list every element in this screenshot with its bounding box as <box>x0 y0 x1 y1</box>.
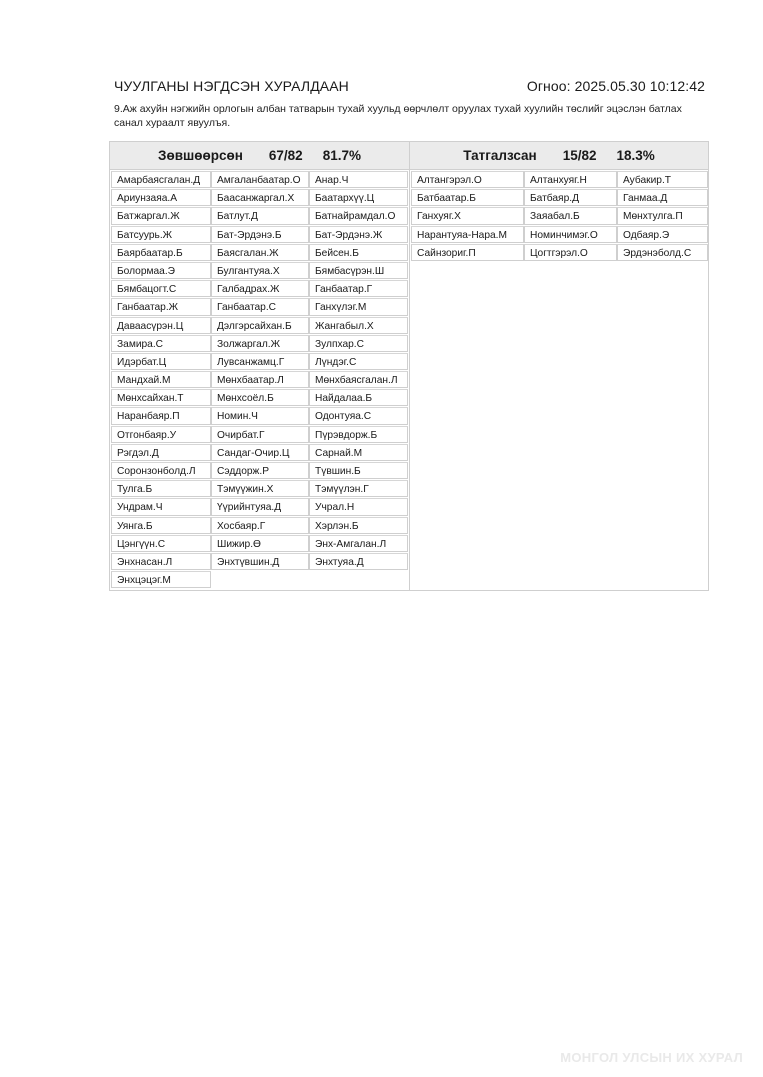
member-name: Шижир.Ө <box>211 535 309 552</box>
member-name: Мөнхсоёл.Б <box>211 389 309 406</box>
member-name: Пүрэвдорж.Б <box>309 426 408 443</box>
yes-label: Зөвшөөрсөн <box>158 148 243 163</box>
member-name: Мөнхбаясгалан.Л <box>309 371 408 388</box>
member-name: Батсуурь.Ж <box>111 226 211 243</box>
member-name: Мөнхсайхан.Т <box>111 389 211 406</box>
yes-column <box>110 142 410 590</box>
member-name: Золжаргал.Ж <box>211 335 309 352</box>
member-name: Баярбаатар.Б <box>111 244 211 261</box>
member-name: Бат-Эрдэнэ.Б <box>211 226 309 243</box>
member-name: Энхтүвшин.Д <box>211 553 309 570</box>
member-name: Соронзонболд.Л <box>111 462 211 479</box>
page-header <box>114 78 705 94</box>
member-name: Ганхүлэг.М <box>309 298 408 315</box>
date-value: 2025.05.30 10:12:42 <box>574 78 705 94</box>
member-name: Аубакир.Т <box>617 171 708 188</box>
member-name: Цогтгэрэл.О <box>524 244 617 261</box>
member-name: Алтангэрэл.О <box>411 171 524 188</box>
member-name: Зулпхар.С <box>309 335 408 352</box>
member-name: Ганмаа.Д <box>617 189 708 206</box>
member-name: Бямбацогт.С <box>111 280 211 297</box>
member-name: Энхцэцэг.М <box>111 571 211 588</box>
member-name: Номинчимэг.О <box>524 226 617 243</box>
member-name: Ариунзаяа.А <box>111 189 211 206</box>
member-name: Энх-Амгалан.Л <box>309 535 408 552</box>
member-name: Энхтуяа.Д <box>309 553 408 570</box>
member-name: Тэмүүлэн.Г <box>309 480 408 497</box>
session-date <box>527 78 705 94</box>
member-name: Батнайрамдал.О <box>309 207 408 224</box>
no-name-grid <box>411 171 708 262</box>
member-name: Дэлгэрсайхан.Б <box>211 317 309 334</box>
member-name: Заяабал.Б <box>524 207 617 224</box>
member-name: Замира.С <box>111 335 211 352</box>
no-header <box>410 142 708 170</box>
member-name: Одонтуяа.С <box>309 407 408 424</box>
member-name: Тэмүүжин.Х <box>211 480 309 497</box>
member-name: Тулга.Б <box>111 480 211 497</box>
member-name: Хэрлэн.Б <box>309 517 408 534</box>
member-name: Ганхуяг.Х <box>411 207 524 224</box>
no-label: Татгалзсан <box>463 148 537 163</box>
member-name: Ганбаатар.С <box>211 298 309 315</box>
no-count: 15/82 <box>562 148 597 163</box>
member-name: Ундрам.Ч <box>111 498 211 515</box>
member-name: Отгонбаяр.У <box>111 426 211 443</box>
member-name: Энхнасан.Л <box>111 553 211 570</box>
member-name: Батлут.Д <box>211 207 309 224</box>
member-name: Бямбасүрэн.Ш <box>309 262 408 279</box>
member-name: Нарантуяа-Нара.М <box>411 226 524 243</box>
agenda-description: 9.Аж ахуйн нэгжийн орлогын албан татварын тухай хуульд өөрчлөлт оруулах тухай хуулийн төслийг эцэслэн батлах санал хураалт явуулъя. <box>114 103 682 129</box>
member-name: Бейсен.Б <box>309 244 408 261</box>
member-name: Лүндэг.С <box>309 353 408 370</box>
member-name: Мандхай.М <box>111 371 211 388</box>
member-name: Мөнхтулга.П <box>617 207 708 224</box>
member-name: Сэддорж.Р <box>211 462 309 479</box>
member-name: Батбаяр.Д <box>524 189 617 206</box>
member-name: Цэнгүүн.С <box>111 535 211 552</box>
member-name: Бат-Эрдэнэ.Ж <box>309 226 408 243</box>
member-name: Уянга.Б <box>111 517 211 534</box>
session-title: ЧУУЛГАНЫ НЭГДСЭН ХУРАЛДААН <box>114 78 349 94</box>
member-name: Батбаатар.Б <box>411 189 524 206</box>
member-name: Сарнай.М <box>309 444 408 461</box>
member-name: Ганбаатар.Ж <box>111 298 211 315</box>
member-name: Очирбат.Г <box>211 426 309 443</box>
member-name: Мөнхбаатар.Л <box>211 371 309 388</box>
member-name: Хосбаяр.Г <box>211 517 309 534</box>
member-name: Номин.Ч <box>211 407 309 424</box>
member-name: Баатархүү.Ц <box>309 189 408 206</box>
date-label: Огноо: <box>526 78 571 94</box>
member-name: Галбадрах.Ж <box>211 280 309 297</box>
member-name: Батжаргал.Ж <box>111 207 211 224</box>
yes-count: 67/82 <box>268 148 303 163</box>
member-name: Жангабыл.Х <box>309 317 408 334</box>
member-name: Даваасүрэн.Ц <box>111 317 211 334</box>
member-name: Булгантуяа.Х <box>211 262 309 279</box>
member-name: Сандаг-Очир.Ц <box>211 444 309 461</box>
no-percent: 18.3% <box>616 148 655 163</box>
member-name: Амарбаясгалан.Д <box>111 171 211 188</box>
member-name: Эрдэнэболд.С <box>617 244 708 261</box>
yes-percent: 81.7% <box>322 148 361 163</box>
member-name: Анар.Ч <box>309 171 408 188</box>
member-name: Лувсанжамц.Г <box>211 353 309 370</box>
vote-results <box>109 141 709 591</box>
member-name: Амгаланбаатар.О <box>211 171 309 188</box>
member-name: Ганбаатар.Г <box>309 280 408 297</box>
member-name: Идэрбат.Ц <box>111 353 211 370</box>
member-name: Наранбаяр.П <box>111 407 211 424</box>
member-name: Түвшин.Б <box>309 462 408 479</box>
yes-header <box>110 142 409 170</box>
yes-name-grid <box>111 171 409 589</box>
member-name: Болормаа.Э <box>111 262 211 279</box>
member-name: Үүрийнтуяа.Д <box>211 498 309 515</box>
member-name: Учрал.Н <box>309 498 408 515</box>
no-column <box>410 142 708 590</box>
member-name: Алтанхуяг.Н <box>524 171 617 188</box>
member-name: Найдалаа.Б <box>309 389 408 406</box>
watermark: МОНГОЛ УЛСЫН ИХ ХУРАЛ <box>560 1050 743 1065</box>
member-name: Баасанжаргал.Х <box>211 189 309 206</box>
member-name: Одбаяр.Э <box>617 226 708 243</box>
member-name: Рэгдэл.Д <box>111 444 211 461</box>
member-name: Баясгалан.Ж <box>211 244 309 261</box>
member-name: Сайнзориг.П <box>411 244 524 261</box>
